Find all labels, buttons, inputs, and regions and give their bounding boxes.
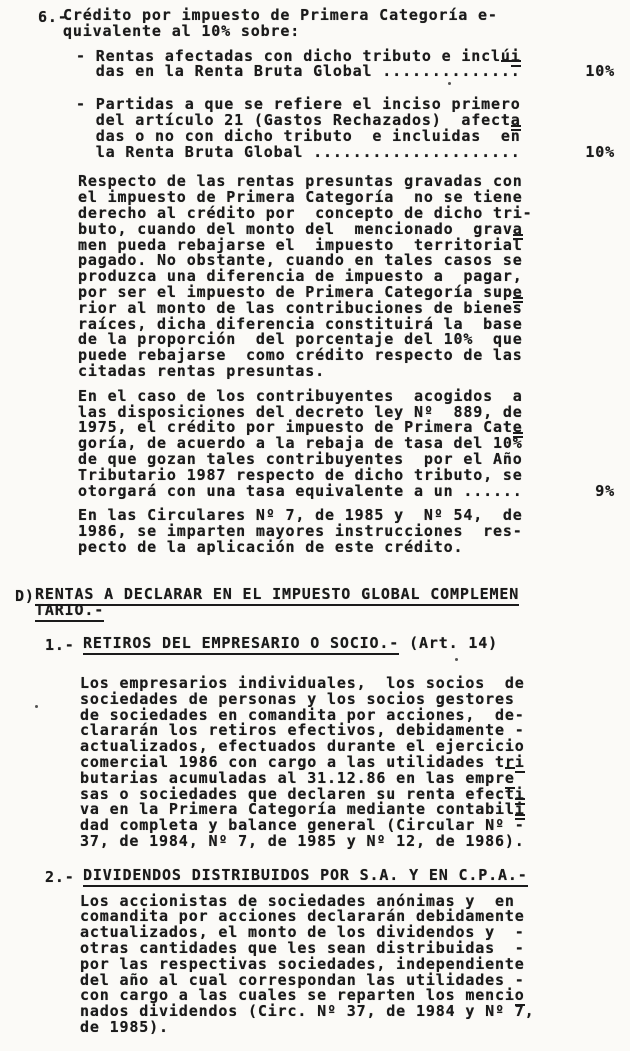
item-1-heading [45, 634, 615, 655]
paragraph-decreto-ley-889 [78, 386, 615, 500]
text-segment: s [512, 298, 523, 317]
text-segment: de la proporción del porcentaje del 10% que [78, 330, 523, 349]
text-segment: RETIROS DEL EMPRESARIO O SOCIO.- [83, 634, 399, 655]
text-segment: 1986, se imparten mayores instrucciones res- [78, 522, 523, 541]
text-segment: goría, de acuerdo a la rebaja de tasa del 10 [78, 434, 513, 453]
text-segment: las disposiciones del decreto ley Nº 889, de [78, 402, 523, 421]
text-segment: RENTAS A DECLARAR EN EL IMPUESTO GLOBAL COMPLEMEN [35, 585, 519, 606]
item-2-heading [45, 865, 615, 886]
text-segment: 37, de 1984, Nº 7, de 1985 y Nº 12, de 1986). [80, 832, 525, 851]
text-line [78, 537, 615, 556]
text-segment: sas o sociedades que declaren su renta efect [80, 784, 515, 803]
text-segment: das o no con dicho tributo e incluidas e [76, 126, 511, 145]
text-segment: i [510, 46, 521, 65]
margin-rate-value: 10% [585, 62, 615, 81]
text-segment: a [510, 110, 521, 129]
text-segment: Tributario 1987 respecto de dicho tributo, se [78, 465, 523, 484]
text-segment: e [512, 418, 523, 437]
text-segment: % [512, 434, 523, 453]
text-line [35, 584, 615, 603]
paragraph-circulares [78, 508, 615, 555]
section-d-heading [15, 584, 615, 619]
text-segment: derecho al crédito por concepto de dicho tri- [78, 203, 533, 222]
scan-speck [35, 705, 38, 708]
text-segment: sociedades de personas y los socios gestores [80, 689, 515, 708]
text-segment: i [514, 753, 525, 772]
text-segment: butarias acumuladas al 31.12.86 en las empr [80, 768, 505, 787]
text-segment: del año al cual correspondan las utilidades - [80, 970, 525, 989]
text-segment: e [512, 282, 523, 301]
text-segment: Crédito por impuesto de Primera Categoría e- [63, 6, 498, 24]
item-label: 2.- [45, 867, 75, 886]
text-segment: n [510, 126, 521, 145]
text-segment: por las respectivas sociedades, independiente [80, 954, 525, 973]
text-segment: puede rebajarse como crédito respecto de las [78, 346, 523, 365]
text-segment: l [512, 235, 523, 254]
text-segment: TARIO.- [35, 601, 104, 622]
text-segment: actualizados, efectuados durante el ejercicio [80, 737, 525, 756]
item-label: 6.- [38, 8, 68, 26]
text-segment: - [514, 816, 525, 835]
text-segment: Respecto de las rentas presuntas gravadas con [78, 172, 523, 191]
text-line [76, 142, 615, 161]
scan-speck [448, 82, 451, 85]
item-6-heading [38, 6, 615, 40]
document-page [0, 8, 615, 1036]
text-segment: otorgará con una tasa equivalente a un ...... [78, 481, 523, 500]
text-segment: rior al monto de las contribuciones de biene [78, 298, 513, 317]
bullet-partidas-articulo-21 [76, 97, 615, 160]
text-segment: e [504, 768, 515, 787]
text-segment: - Rentas afectadas con dicho tributo e inclú [76, 46, 511, 65]
text-line [63, 21, 615, 40]
scan-speck [455, 658, 458, 661]
text-segment: o [514, 986, 525, 1005]
margin-rate-value: 10% [585, 142, 615, 161]
text-line [76, 64, 615, 80]
paragraph-retiros [80, 676, 615, 850]
text-line [78, 481, 615, 500]
text-segment: de que gozan tales contribuyentes por el Año [78, 449, 523, 468]
text-segment: comercial 1986 con cargo a las utilidades tr [80, 753, 515, 772]
item-label: 1.- [45, 636, 75, 655]
text-line [83, 865, 615, 884]
item-label: D) [15, 586, 35, 605]
text-segment: Los empresarios individuales, los socios de [80, 674, 525, 693]
text-segment: - Partidas a que se refiere el inciso primero [76, 95, 521, 114]
text-segment: la Renta Bruta Global ..................... [76, 142, 521, 161]
paragraph-dividendos [80, 891, 615, 1037]
text-segment: nados dividendos (Circ. Nº 37, de 1984 y Nº 7, [80, 1002, 535, 1021]
text-segment: DIVIDENDOS DISTRIBUIDOS POR S.A. Y EN C.P.A.- [83, 866, 528, 887]
text-segment: En las Circulares Nº 7, de 1985 y Nº 54, de [78, 506, 523, 525]
text-segment: de sociedades en comandita por acciones, de- [80, 705, 525, 724]
text-line [80, 834, 615, 850]
bullet-rentas-afectadas [76, 46, 615, 81]
text-line [83, 636, 615, 652]
text-segment: produzca una diferencia de impuesto a pagar, [78, 267, 523, 286]
text-segment: clararán los retiros efectivos, debidamente - [80, 721, 525, 740]
text-segment: buto, cuando del monto del mencionado grav [78, 219, 513, 238]
text-segment: men pueda rebajarse el impuesto territoria [78, 235, 513, 254]
text-line [78, 361, 615, 380]
text-segment: i [514, 784, 525, 803]
text-line [80, 1020, 615, 1036]
text-segment: pagado. No obstante, cuando en tales casos se [78, 251, 523, 270]
text-segment: con cargo a las cuales se reparten los menci [80, 986, 515, 1005]
text-segment: citadas rentas presuntas. [78, 361, 326, 380]
paragraph-rentas-presuntas [78, 174, 615, 379]
text-segment: otras cantidades que les sean distribuidas - [80, 939, 525, 958]
text-segment: 1975, el crédito por impuesto de Primera Cat [78, 418, 513, 437]
margin-rate-value: 9% [595, 481, 615, 500]
text-segment: .. [500, 62, 521, 81]
text-segment: En el caso de los contribuyentes acogidos a [78, 386, 523, 405]
text-segment: Los accionistas de sociedades anónimas y en [80, 891, 515, 910]
text-line [35, 600, 615, 619]
text-segment: pecto de la aplicación de este crédito. [78, 537, 464, 556]
text-segment: va en la Primera Categoría mediante contabil [80, 800, 515, 819]
text-segment: del artículo 21 (Gastos Rechazados) afect [76, 110, 511, 129]
text-segment: el impuesto de Primera Categoría no se tiene [78, 188, 523, 207]
text-segment: actualizados, el monto de los dividendos y - [80, 923, 525, 942]
text-segment: por ser el impuesto de Primera Categoría sup [78, 282, 513, 301]
text-segment: comandita por acciones declararán debidamente [80, 907, 525, 926]
text-segment: a [512, 219, 523, 238]
text-segment: (Art. 14) [399, 634, 498, 653]
text-segment: das en la Renta Bruta Global ............ [76, 62, 501, 81]
text-segment: i [514, 800, 525, 819]
text-segment: dad completa y balance general (Circular Nº [80, 816, 515, 835]
text-segment: de 1985). [80, 1018, 169, 1037]
text-segment: raíces, dicha diferencia constituirá la base [78, 314, 523, 333]
text-segment: quivalente al 10% sobre: [63, 21, 301, 40]
